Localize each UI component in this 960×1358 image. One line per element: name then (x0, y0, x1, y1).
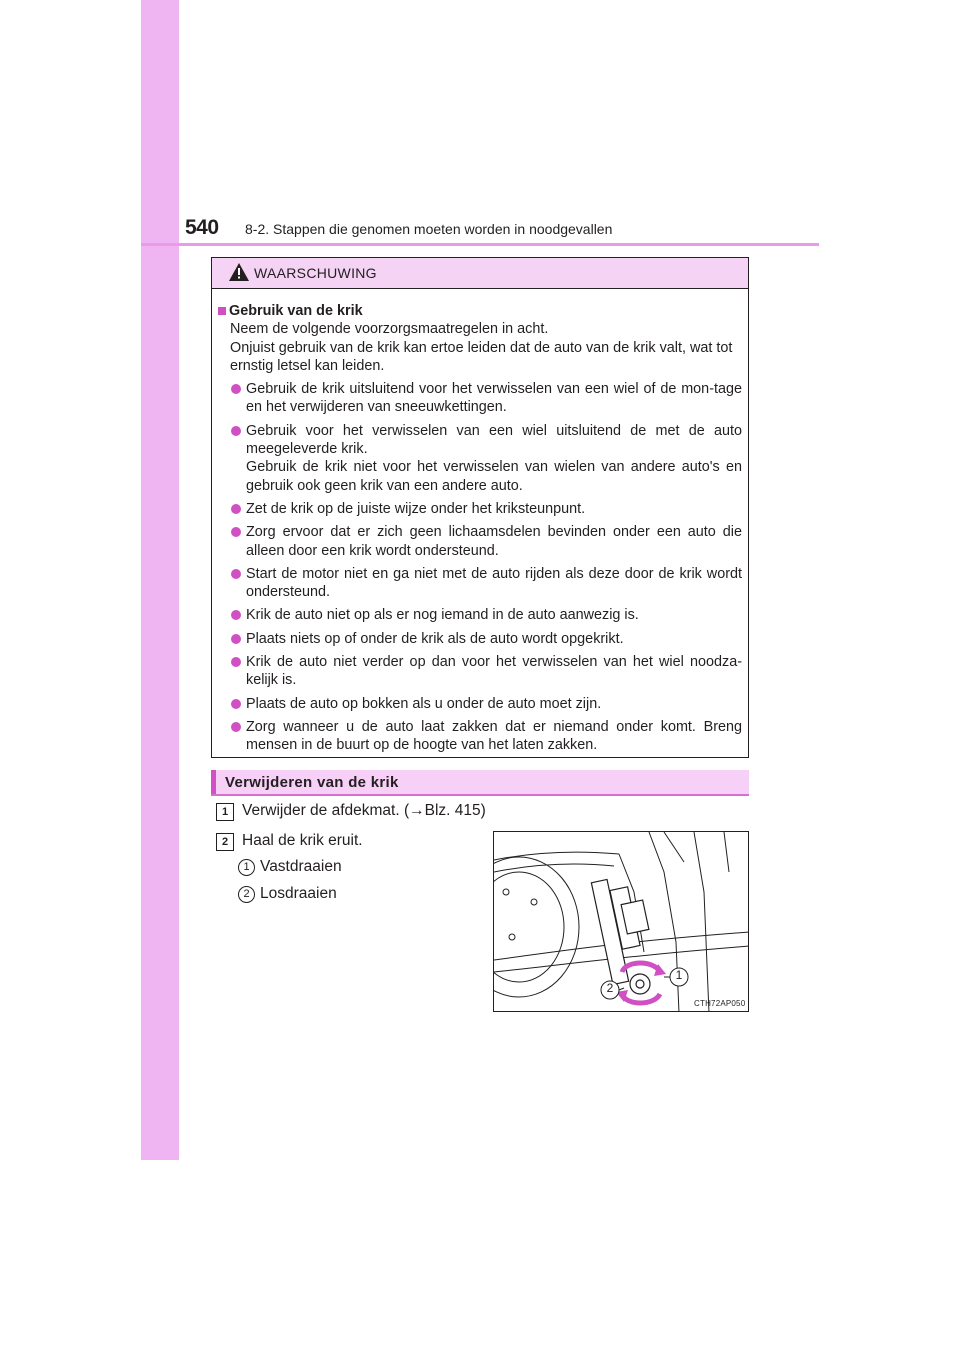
sub-step-text-1: Vastdraaien (260, 858, 342, 875)
warning-intro-1: Neem de volgende voorzorgsmaatregelen in acht. (230, 321, 549, 338)
bullet-dot-icon (231, 426, 241, 436)
illustration-code: CTH72AP050 (694, 999, 746, 1008)
list-item: Krik de auto niet op als er nog iemand in de auto aanwezig is. (217, 606, 742, 624)
warning-title: WAARSCHUWING (254, 265, 377, 281)
warning-intro-2: Onjuist gebruik van de krik kan ertoe leiden dat de auto van de krik valt, wat tot ernstig letsel kan leiden. (230, 339, 733, 374)
step-number-2: 2 (216, 833, 234, 851)
step-text-2: Haal de krik eruit. (242, 832, 363, 849)
bullet-dot-icon (231, 504, 241, 514)
sub-step-text-2: Losdraaien (260, 885, 337, 902)
jack-drawing-icon (494, 832, 749, 1012)
step-text-1: Verwijder de afdekmat. (→Blz. 415) (242, 802, 486, 819)
list-item: Start de motor niet en ga niet met de auto rijden als deze door de krik wordt ondersteund. (217, 565, 742, 602)
warning-section-title (217, 302, 742, 320)
jack-illustration (493, 831, 749, 1012)
warning-body (212, 289, 748, 755)
header-rule (141, 243, 819, 246)
list-item: Zorg wanneer u de auto laat zakken dat er niemand onder komt. Breng mensen in de buurt op de hoogte van het laten zakken. (217, 718, 742, 755)
list-item: Zet de krik op de juiste wijze onder het kriksteunpunt. (217, 500, 742, 518)
list-item-extra: Gebruik de krik niet voor het verwisselen van wielen van andere auto's en gebruik ook geen krik van een andere auto. (246, 459, 742, 494)
list-item: Plaats niets op of onder de krik als de auto wordt opgekrikt. (217, 630, 742, 648)
chapter-sidebar-tab (141, 0, 179, 1160)
bullet-dot-icon (231, 569, 241, 579)
bullet-dot-icon (231, 634, 241, 644)
square-bullet-icon (218, 307, 226, 315)
section-heading-bar (211, 770, 216, 794)
list-item: Zorg ervoor dat er zich geen lichaamsdelen bevinden onder een auto die alleen door een krik wordt ondersteund. (217, 523, 742, 560)
warning-section-label: Gebruik van de krik (229, 303, 363, 319)
warning-triangle-icon (229, 263, 249, 281)
warning-box (211, 257, 749, 758)
page-number: 540 (185, 216, 219, 239)
sub-step-number-2: 2 (238, 886, 255, 903)
list-item: Gebruik voor het verwisselen van een wiel uitsluitend de met de auto meegeleverde krik. Gebruik de krik niet voor het verwisselen van wielen van andere auto's en gebruik ook geen krik van een andere auto. (217, 422, 742, 495)
section-heading (211, 770, 749, 796)
warning-list (217, 380, 742, 754)
list-item: Gebruik de krik uitsluitend voor het verwisselen van een wiel of de mon-tage en het verwijderen van sneeuwkettingen. (217, 380, 742, 417)
step-number-1: 1 (216, 803, 234, 821)
list-item: Plaats de auto op bokken als u onder de auto moet zijn. (217, 695, 742, 713)
callout-2: 2 (606, 981, 614, 995)
chapter-title: 8-2. Stappen die genomen moeten worden in noodgevallen (245, 221, 613, 237)
list-item: Krik de auto niet verder op dan voor het verwisselen van het wiel noodza-kelijk is. (217, 653, 742, 690)
bullet-dot-icon (231, 699, 241, 709)
bullet-dot-icon (231, 527, 241, 537)
section-title: Verwijderen van de krik (225, 774, 399, 791)
bullet-dot-icon (231, 384, 241, 394)
bullet-dot-icon (231, 610, 241, 620)
callout-1: 1 (675, 968, 683, 982)
bullet-dot-icon (231, 722, 241, 732)
warning-header (212, 258, 748, 289)
sub-step-number-1: 1 (238, 859, 255, 876)
bullet-dot-icon (231, 657, 241, 667)
